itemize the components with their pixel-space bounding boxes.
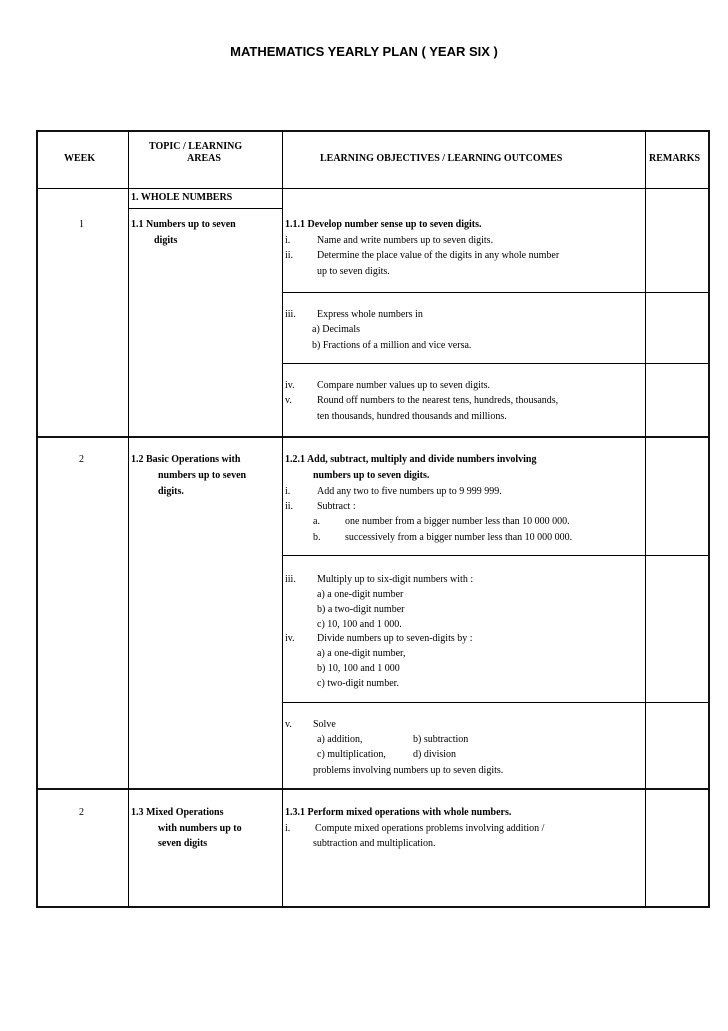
row2-bottom-rule (36, 788, 710, 790)
outcome-text: Solve (313, 719, 336, 730)
row-topic: 1.1 Numbers up to seven (131, 219, 236, 230)
row-week: 2 (79, 454, 84, 465)
outcome-text: b) 10, 100 and 1 000 (317, 663, 400, 674)
outcome-text: Compare number values up to seven digits. (317, 380, 491, 391)
outcome-text: ten thousands, hundred thousands and millions. (317, 411, 507, 422)
section-rule (128, 208, 282, 209)
page-title: MATHEMATICS YEARLY PLAN ( YEAR SIX ) (230, 44, 498, 59)
table-bottom-border (36, 906, 710, 908)
outcome-marker: a. (313, 516, 320, 527)
row-topic: digits (154, 235, 178, 246)
row-topic: numbers up to seven (158, 470, 247, 481)
topic-col-rule (282, 130, 283, 908)
outcome-marker: iv. (285, 633, 295, 644)
row-topic: seven digits (158, 838, 208, 849)
outcome-text: subtraction and multiplication. (313, 838, 436, 849)
row-topic: digits. (158, 486, 184, 497)
row-objective: 1.3.1 Perform mixed operations with whole numbers. (285, 807, 512, 818)
table-top-border (36, 130, 710, 132)
row-objective: 1.1.1 Develop number sense up to seven digits. (285, 219, 482, 230)
table-left-border (36, 130, 38, 908)
outcome-text: c) multiplication, (317, 749, 386, 760)
outcome-text: Round off numbers to the nearest tens, hundreds, thousands, (317, 395, 559, 406)
outcome-text: problems involving numbers up to seven digits. (313, 765, 504, 776)
outcome-text: Express whole numbers in (317, 309, 423, 320)
outcome-text: Name and write numbers up to seven digits. (317, 235, 494, 246)
outcome-text: Divide numbers up to seven-digits by : (317, 633, 473, 644)
outcome-text: a) Decimals (312, 324, 361, 335)
outcome-text: c) two-digit number. (317, 678, 399, 689)
week-col-rule (128, 130, 129, 908)
outcome-marker: iii. (285, 574, 296, 585)
row-objective: numbers up to seven digits. (313, 470, 430, 481)
row-topic: 1.3 Mixed Operations (131, 807, 224, 818)
header-topic-line2: AREAS (187, 153, 221, 164)
outcome-marker: i. (285, 235, 291, 246)
outcome-marker: iv. (285, 380, 295, 391)
row-objective: 1.2.1 Add, subtract, multiply and divide numbers involving (285, 454, 537, 465)
outcome-text: b) Fractions of a million and vice versa. (312, 340, 472, 351)
outcome-text: successively from a bigger number less than 10 000 000. (345, 532, 573, 543)
outcome-marker: iii. (285, 309, 296, 320)
outcome-text: c) 10, 100 and 1 000. (317, 619, 402, 630)
row-week: 1 (79, 219, 84, 230)
outcome-text: a) addition, (317, 734, 363, 745)
header-bottom-rule (36, 188, 710, 189)
outcome-text: a) a one-digit number (317, 589, 404, 600)
outcome-text: up to seven digits. (317, 266, 390, 277)
outcome-text: b) subtraction (413, 734, 469, 745)
outcome-marker: i. (285, 823, 291, 834)
row-topic: 1.2 Basic Operations with (131, 454, 241, 465)
outcome-text: Add any two to five numbers up to 9 999 999. (317, 486, 502, 497)
outcome-text: d) division (413, 749, 457, 760)
objectives-col-rule (645, 130, 646, 908)
outcome-text: Multiply up to six-digit numbers with : (317, 574, 474, 585)
outcome-marker: v. (285, 395, 292, 406)
outcome-marker: b. (313, 532, 321, 543)
row-topic: with numbers up to (158, 823, 242, 834)
outcome-text: b) a two-digit number (317, 604, 405, 615)
header-objectives: LEARNING OBJECTIVES / LEARNING OUTCOMES (320, 153, 563, 164)
outcome-marker: i. (285, 486, 291, 497)
table-right-border (708, 130, 710, 908)
outcome-text: a) a one-digit number, (317, 648, 406, 659)
header-remarks: REMARKS (649, 153, 701, 164)
header-week: WEEK (64, 153, 96, 164)
outcome-text: Determine the place value of the digits in any whole number (317, 250, 560, 261)
outcome-marker: v. (285, 719, 292, 730)
outcome-marker: ii. (285, 501, 294, 512)
row-week: 2 (79, 807, 84, 818)
outcome-text: Subtract : (317, 501, 356, 512)
outcome-text: Compute mixed operations problems involving addition / (315, 823, 545, 834)
section-title: 1. WHOLE NUMBERS (131, 192, 233, 203)
outcome-text: one number from a bigger number less than 10 000 000. (345, 516, 570, 527)
outcome-marker: ii. (285, 250, 294, 261)
header-topic-line1: TOPIC / LEARNING (149, 141, 243, 152)
row1-bottom-rule (36, 436, 710, 438)
